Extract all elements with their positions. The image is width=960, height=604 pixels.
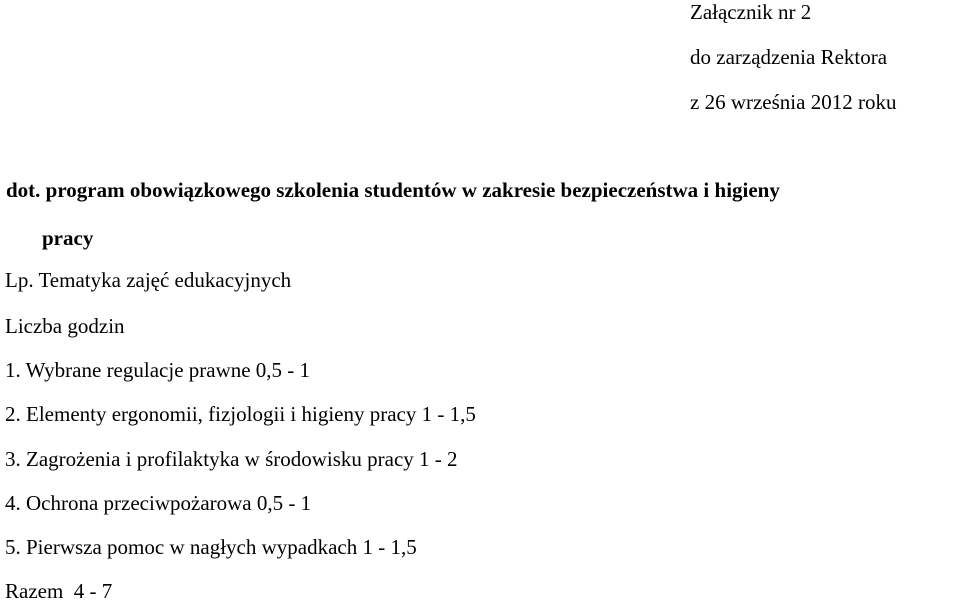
title-line-1: dot. program obowiązkowego szkolenia studentów w zakresie bezpieczeństwa i higieny [6,178,780,202]
table-total: Razem 4 - 7 [5,579,113,603]
table-row: 1. Wybrane regulacje prawne 0,5 - 1 [5,358,311,382]
title-line-2: pracy [42,226,94,250]
annex-ordinance: do zarządzenia Rektora [690,45,888,69]
annex-date: z 26 września 2012 roku [690,90,897,114]
table-row: 2. Elementy ergonomii, fizjologii i higieny pracy 1 - 1,5 [5,402,476,426]
table-header-hours: Liczba godzin [5,314,125,338]
table-header-topic: Lp. Tematyka zajęć edukacyjnych [5,268,292,292]
table-row: 4. Ochrona przeciwpożarowa 0,5 - 1 [5,491,312,515]
table-row: 3. Zagrożenia i profilaktyka w środowisku pracy 1 - 2 [5,447,458,471]
annex-number: Załącznik nr 2 [690,0,812,24]
table-row: 5. Pierwsza pomoc w nagłych wypadkach 1 - 1,5 [5,535,417,559]
